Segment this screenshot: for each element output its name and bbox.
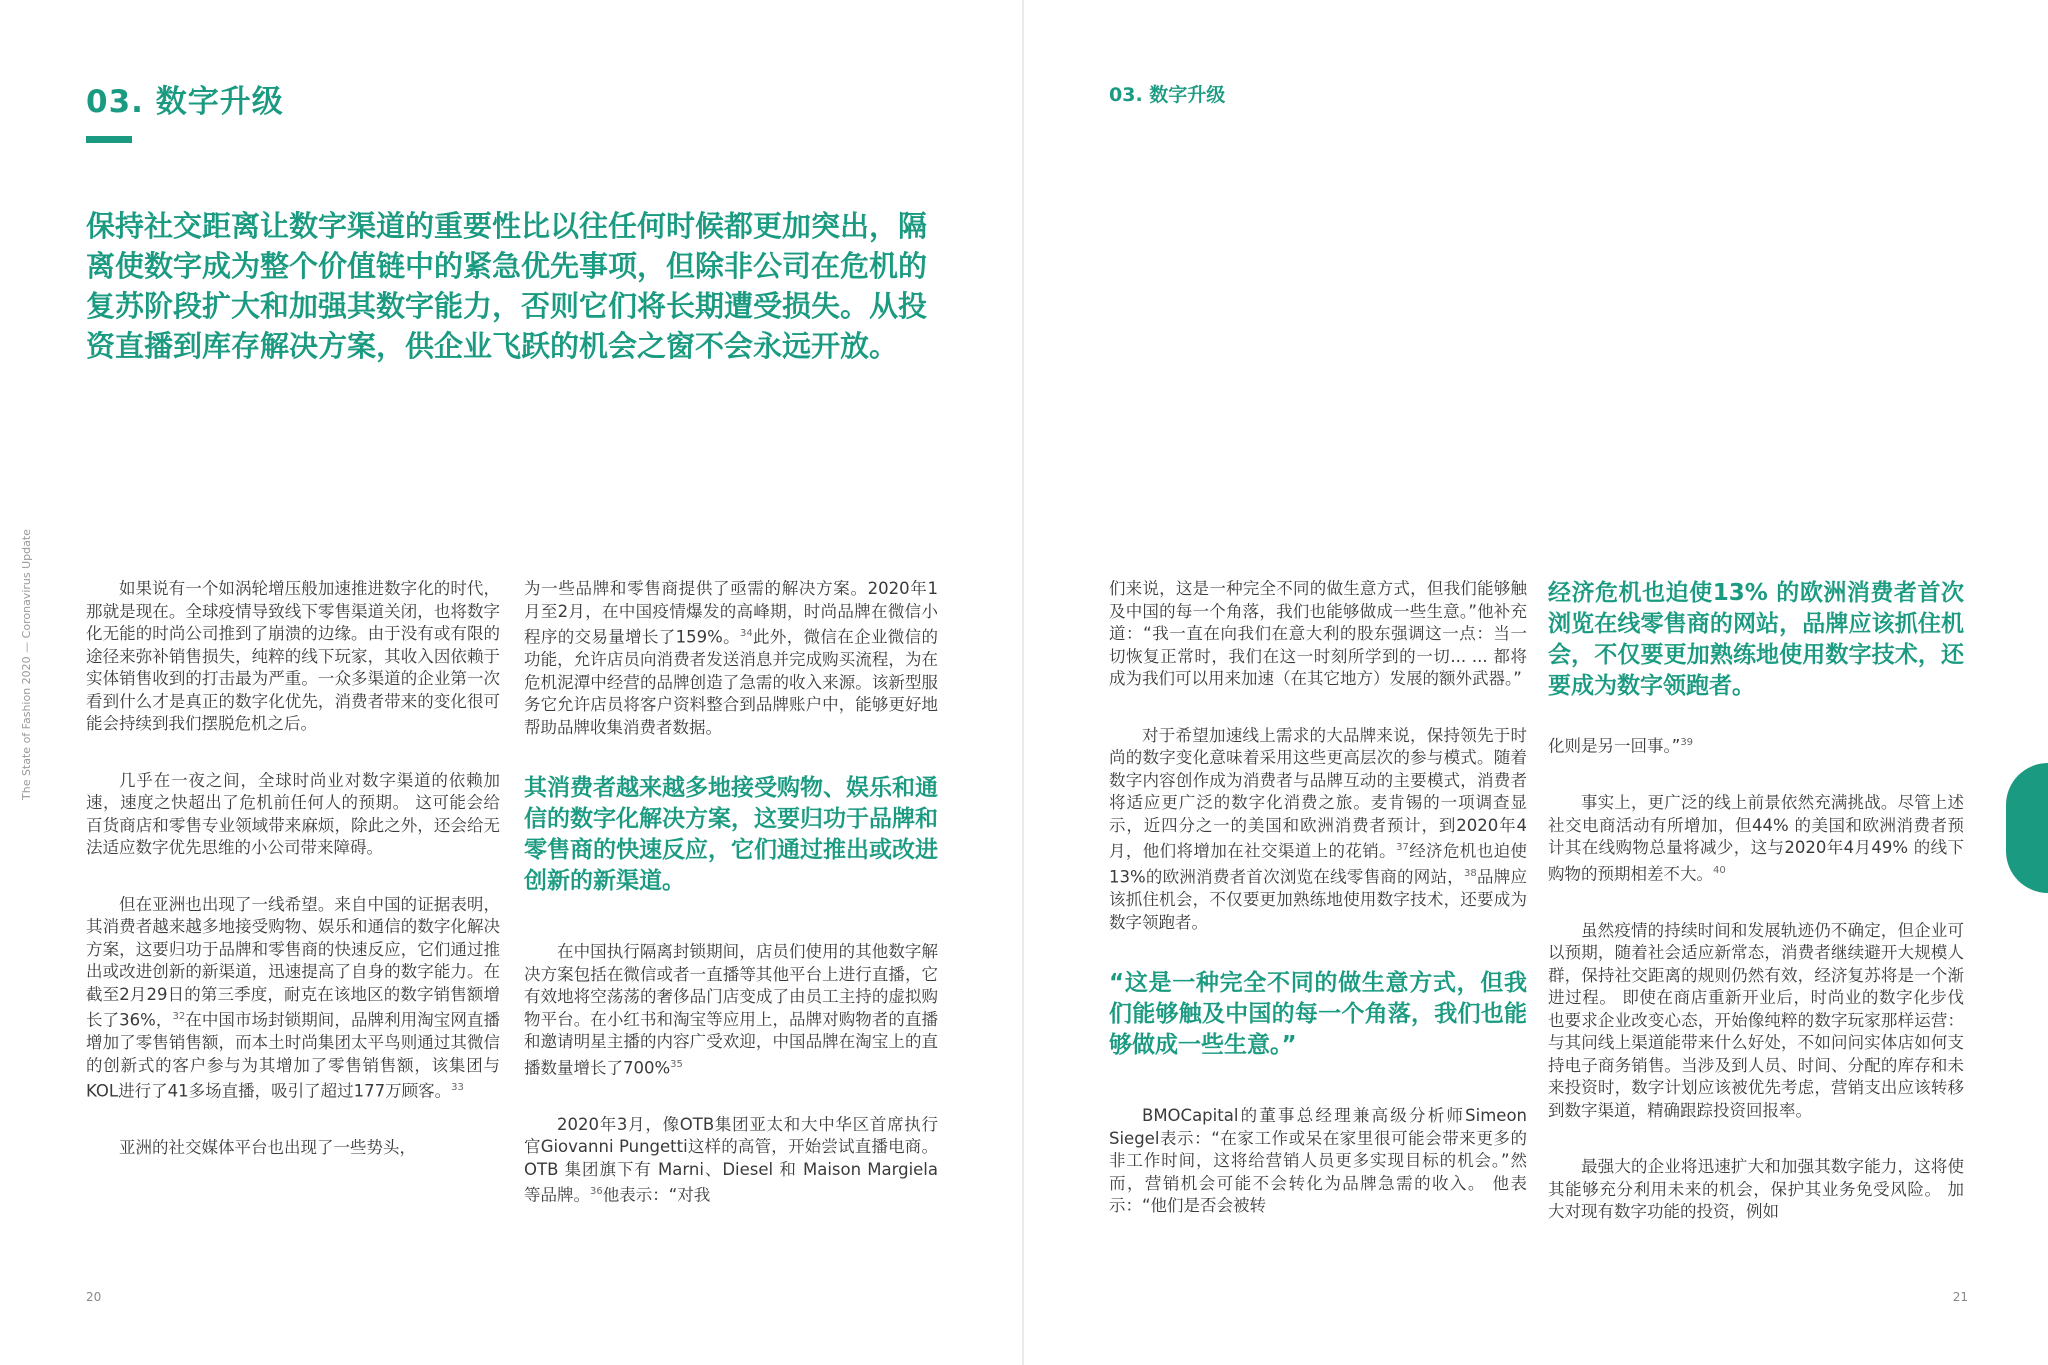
body-text: 对于希望加速线上需求的大品牌来说，保持领先于时尚的数字变化意味着采用这些更高层次的参与模式。随着数字内容创作成为消费者与品牌互动的主要模式，消费者将适应更广泛的数字化消费之旅。麦肯锡的一项调查显示，近四分之一的美国和欧洲消费者预计，到2020年4月，他们将增加在社交渠道上的花销。 [1109,725,1527,861]
sidebar-running-title: The State of Fashion 2020 — Coronavirus Update [20,529,33,800]
footnote-ref: 39 [1680,737,1694,748]
body-text: 此外，微信在企业微信的功能，允许店员向消费者发送消息并完成购买流程，为在危机泥潭中经营的品牌创造了急需的收入来源。该新型服务它允许店员将客户资料整合到品牌账户中，能够更好地帮助品牌收集消费者数据。 [524,627,939,737]
body-paragraph [86,894,500,1104]
body-paragraph [1109,725,1527,935]
body-paragraph [1548,792,1964,886]
body-text: 在中国市场封锁期间，品牌利用淘宝网直播增加了零售销售额，而本土时尚集团太平鸟则通过其微信的创新式的客户参与为其增加了零售销售额，该集团与KOL进行了41多场直播，吸引了超过177万顾客。 [86,1010,500,1101]
page-number: 20 [86,1290,102,1304]
body-text: 在中国执行隔离封锁期间，店员们使用的其他数字解决方案包括在微信或者一直播等其他平台上进行直播，它有效地将空荡荡的奢侈品门店变成了由员工主持的虚拟购物平台。在小红书和淘宝等应用上，品牌对购物者的直播和邀请明星主播的内容广受欢迎，中国品牌在淘宝上的直播数量增长了700% [524,942,938,1077]
footnote-ref: 34 [739,628,753,639]
footnote-ref: 37 [1396,842,1409,853]
chapter-tab-marker [2006,763,2048,893]
text-column-4 [1548,578,1964,1258]
body-text: 化则是另一回事。” [1548,736,1681,756]
body-paragraph [524,578,938,739]
body-paragraph: BMOCapital的董事总经理兼高级分析师Simeon Siegel表示：“在家工作或呆在家里很可能会带来更多的非工作时间，这将给营销人员更多实现目标的机会。”然而，营销机会可能不会转化为品牌急需的收入。 他表示：“他们是否会被转 [1109,1106,1527,1215]
page-number: 21 [1952,1290,1968,1304]
body-paragraph [524,941,938,1080]
footnote-ref: 40 [1713,864,1726,876]
pull-quote: “这是一种完全不同的做生意方式，但我们能够触及中国的每一个角落，我们也能够做成一些生意。” [1109,970,1527,1058]
body-paragraph: 们来说，这是一种完全不同的做生意方式，但我们能够触及中国的每一个角落，我们也能够做成一些生意。”他补充道：“我一直在向我们在意大利的股东强调这一点：当一切恢复正常时，我们在这一时刻所学到的一切... ... 都将成为我们可以用来加速（在其它地方）发展的额外武器。” [1109,579,1527,688]
body-text: 他表示：“对我 [602,1185,711,1205]
lead-paragraph: 保持社交距离让数字渠道的重要性比以往任何时候都更加突出，隔离使数字成为整个价值链中的紧急优先事项，但除非公司在危机的复苏阶段扩大和加强其数字能力，否则它们将长期遭受损失。从投资直播到库存解决方案，供企业飞跃的机会之窗不会永远开放。 [86,209,928,363]
pull-quote: 其消费者越来越多地接受购物、娱乐和通信的数字化解决方案，这要归功于品牌和零售商的快速反应，它们通过推出或改进创新的新渠道。 [524,775,938,894]
footnote-ref: 33 [451,1082,464,1093]
body-paragraph [524,1114,938,1208]
section-title: 03. 数字升级 [86,84,284,120]
body-text: 为一些品牌和零售商提供了亟需的解决方案。2020年1月至2月，在中国疫情爆发的高峰期，时尚品牌在微信小程序的交易量增长了159%。 [524,579,938,647]
footnote-ref: 36 [590,1186,603,1197]
footnote-ref: 38 [1464,868,1477,879]
body-text: 经济危机也迫使13%的欧洲消费者首次浏览在线零售商的网站， [1109,841,1528,887]
text-column-2 [524,578,938,1241]
body-paragraph: 如果说有一个如涡轮增压般加速推进数字化的时代，那就是现在。全球疫情导致线下零售渠道关闭，也将数字化无能的时尚公司推到了崩溃的边缘。由于没有或有限的途径来弥补销售损失，纯粹的线下玩家，其收入因依赖于实体销售收到的打击最为严重。一众多渠道的企业第一次看到什么才是真正的数字化优先，消费者带来的变化很可能会持续到我们摆脱危机之后。 [86,579,500,733]
footnote-ref: 35 [670,1058,683,1070]
title-underline-bar [86,136,132,143]
pull-quote: 经济危机也迫使13% 的欧洲消费者首次浏览在线零售商的网站，品牌应该抓住机会，不仅要更加熟练地使用数字技术，还要成为数字领跑者。 [1548,580,1964,699]
body-text: 品牌应该抓住机会，不仅要更加熟练地使用数字技术，还要成为数字领跑者。 [1109,867,1527,932]
footnote-ref: 32 [172,1011,186,1022]
text-column-3 [1109,578,1527,1252]
body-paragraph: 最强大的企业将迅速扩大和加强其数字能力，这将使其能够充分利用未来的机会，保护其业务免受风险。 加大对现有数字功能的投资，例如 [1548,1157,1964,1221]
body-paragraph [1548,732,1964,758]
right-page [1024,0,2048,1365]
body-text: 但在亚洲也出现了一线希望。来自中国的证据表明，其消费者越来越多地接受购物、娱乐和通信的数字化解决方案，这要归功于品牌和零售商的快速反应，它们通过推出或改进创新的新渠道，迅速提高了自身的数字能力。在截至2月29日的第三季度，耐克在该地区的数字销售额增长了36%， [86,894,500,1030]
body-paragraph: 亚洲的社交媒体平台也出现了一些势头， [119,1138,416,1157]
text-column-1 [86,578,500,1194]
body-text: 2020年3月，像OTB集团亚太和大中华区首席执行官Giovanni Pungetti这样的高管，开始尝试直播电商。 OTB 集团旗下有 Marni、Diesel 和 Maison Margiela 等品牌。 [524,1114,938,1205]
body-paragraph: 几乎在一夜之间，全球时尚业对数字渠道的依赖加速，速度之快超出了危机前任何人的预期。 这可能会给百货商店和零售专业领域带来麻烦，除此之外，还会给无法适应数字优先思维的小公司带来障碍。 [86,770,500,857]
body-text: 事实上，更广泛的线上前景依然充满挑战。尽管上述社交电商活动有所增加，但44% 的美国和欧洲消费者预计其在线购物总量将减少，这与2020年4月49% 的线下购物的预期相差不大。 [1548,793,1964,883]
left-page [0,0,1022,1365]
body-paragraph: 虽然疫情的持续时间和发展轨迹仍不确定，但企业可以预期，随着社会适应新常态，消费者继续避开大规模人群，保持社交距离的规则仍然有效，经济复苏将是一个渐进过程。 即使在商店重新开业后，时尚业的数字化步伐也要求企业改变心态，开始像纯粹的数字玩家那样运营：与其问线上渠道能带来什么好处，不如问问实体店如何支持电子商务销售。当涉及到人员、时间、分配的库存和未来投资时，数字计划应该被优先考虑，营销支出应该转移到数字渠道，精确跟踪投资回报率。 [1548,920,1964,1120]
section-title: 03. 数字升级 [1109,84,1226,106]
